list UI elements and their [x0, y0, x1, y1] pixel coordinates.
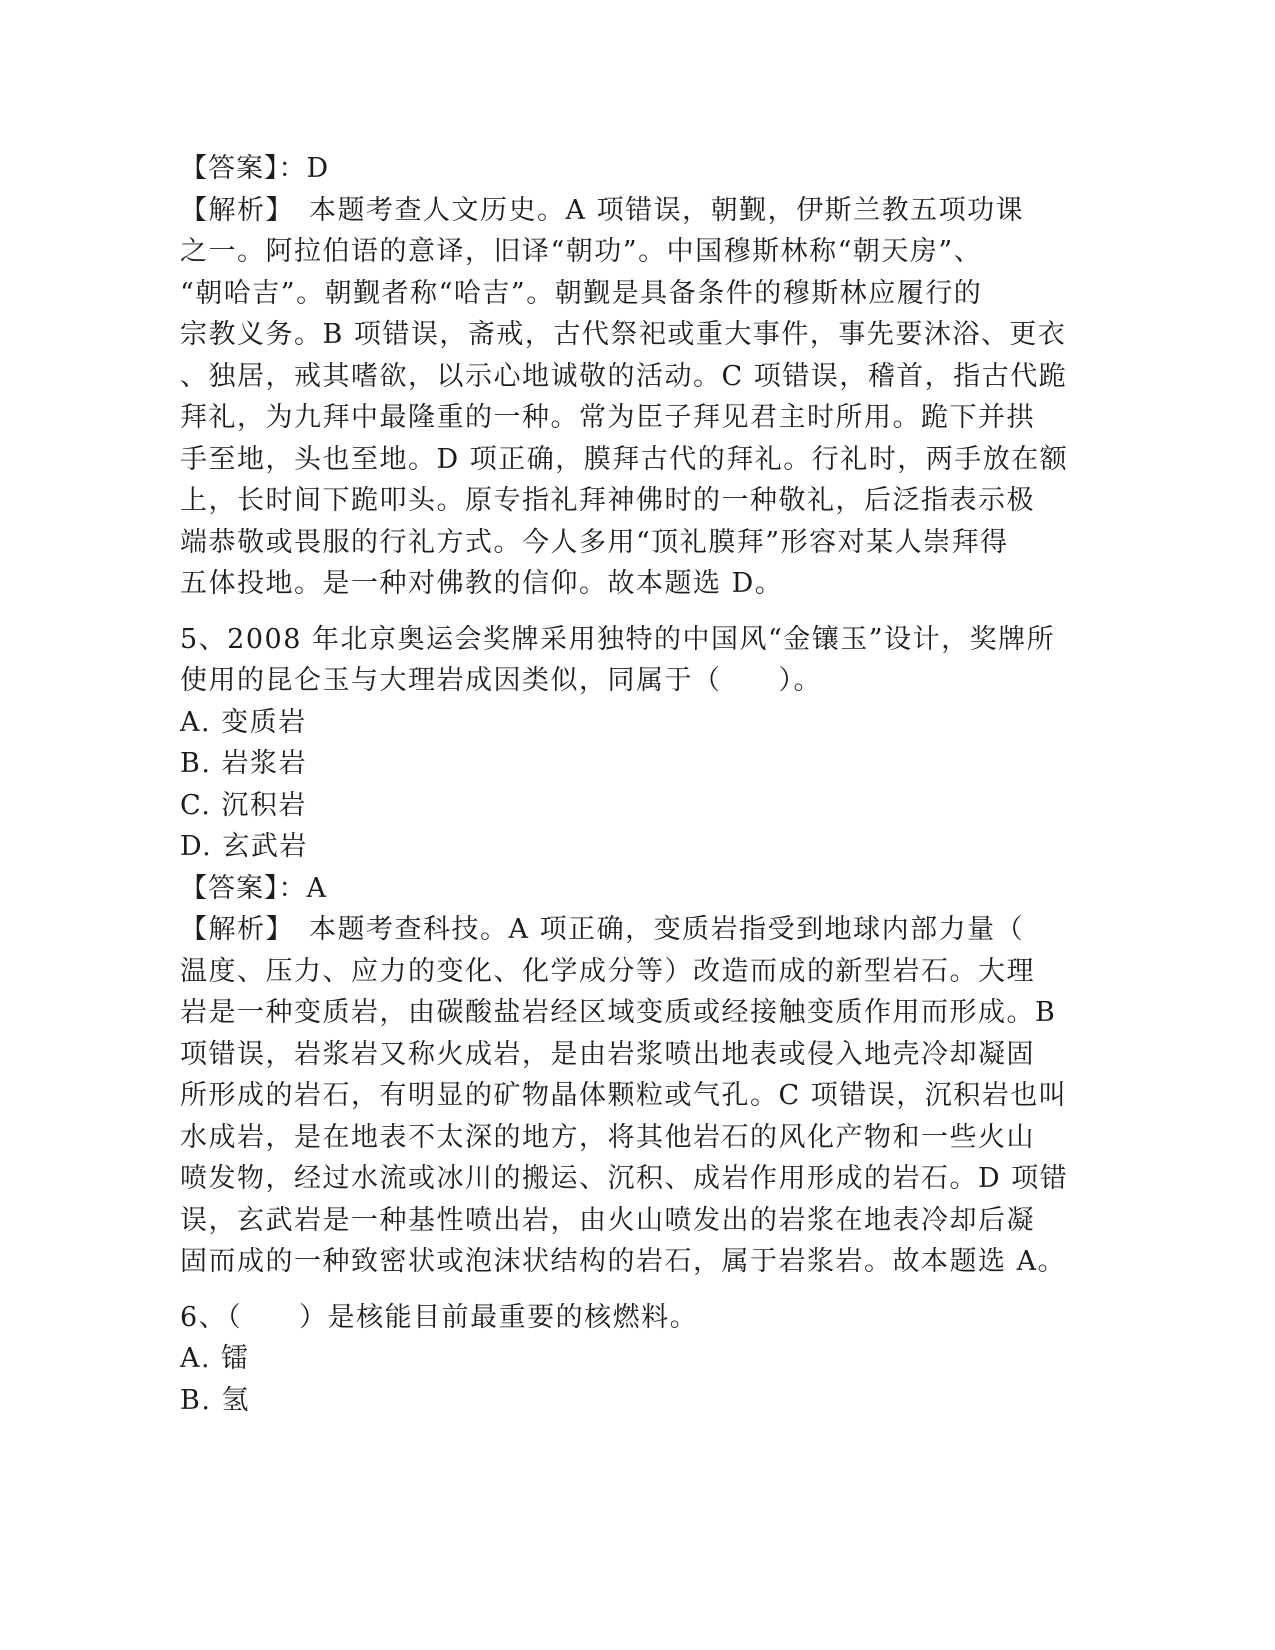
- option-d: D. 玄武岩: [180, 831, 308, 862]
- analysis-line: 【解析】 本题考查人文历史。A 项错误，朝觐，伊斯兰教五项功课: [180, 194, 1025, 226]
- analysis-line: “朝哈吉”。朝觐者称“哈吉”。朝觐是具备条件的穆斯林应履行的: [180, 277, 983, 309]
- analysis-line: 所形成的岩石，有明显的矿物晶体颗粒或气孔。C 项错误，沉积岩也叫: [180, 1080, 1068, 1111]
- question-text: [180, 619, 1060, 702]
- analysis-line: 五体投地。是一种对佛教的信仰。故本题选 D。: [180, 568, 784, 599]
- question-5-block: [180, 619, 1069, 1283]
- answer-label: 【答案】：D: [180, 153, 330, 184]
- question-line: 使用的昆仑玉与大理岩成因类似，同属于（ ）。: [180, 665, 822, 696]
- analysis-paragraph: [180, 909, 1069, 1283]
- analysis-line: 岩是一种变质岩，由碳酸盐岩经区域变质或经接触变质作用而形成。B: [180, 997, 1057, 1028]
- analysis-line: 拜礼，为九拜中最隆重的一种。常为臣子拜见君主时所用。跪下并拱: [180, 402, 1035, 433]
- question-text: [180, 1297, 1060, 1339]
- answer-label: 【答案】：A: [180, 872, 327, 904]
- analysis-line: 、独居，戒其嗜欲，以示心地诚敬的活动。C 项错误，稽首，指古代跪: [180, 360, 1068, 392]
- analysis-line: 水成岩，是在地表不太深的地方，将其他岩石的风化产物和一些火山: [180, 1121, 1035, 1153]
- analysis-line: 温度、压力、应力的变化、化学成分等）改造而成的新型岩石。大理: [180, 955, 1035, 987]
- analysis-line: 端恭敬或畏服的行礼方式。今人多用“顶礼膜拜”形容对某人崇拜得: [180, 526, 1009, 558]
- options-list: [180, 702, 1060, 868]
- analysis-line: 上，长时间下跪叩头。原专指礼拜神佛时的一种敬礼，后泛指表示极: [180, 485, 1035, 516]
- analysis-paragraph: [180, 190, 1069, 605]
- question-6-block: [180, 1297, 1060, 1422]
- analysis-line: 项错误，岩浆岩又称火成岩，是由岩浆喷出地表或侵入地壳冷却凝固: [180, 1038, 1035, 1070]
- question-line: 6、（ ）是核能目前最重要的核燃料。: [180, 1301, 699, 1333]
- document-page: [180, 148, 1069, 1421]
- analysis-line: 误，玄武岩是一种基性喷出岩，由火山喷发出的岩浆在地表冷却后凝: [180, 1204, 1035, 1236]
- options-list: [180, 1338, 1060, 1421]
- question-line: 5、2008 年北京奥运会奖牌采用独特的中国风“金镶玉”设计，奖牌所: [180, 623, 1056, 655]
- option-a: A. 变质岩: [180, 706, 307, 738]
- question-4-block: [180, 148, 1069, 605]
- option-b: B. 氢: [180, 1384, 251, 1416]
- analysis-line: 【解析】 本题考查科技。A 项正确，变质岩指受到地球内部力量（: [180, 914, 1025, 945]
- option-c: C. 沉积岩: [180, 789, 307, 821]
- analysis-line: 喷发物，经过水流或冰川的搬运、沉积、成岩作用形成的岩石。D 项错: [180, 1163, 1069, 1194]
- analysis-line: 固而成的一种致密状或泡沫状结构的岩石，属于岩浆岩。故本题选 A。: [180, 1246, 1067, 1277]
- analysis-line: 之一。阿拉伯语的意译，旧译“朝功”。中国穆斯林称“朝天房”、: [180, 236, 983, 267]
- analysis-line: 宗教义务。B 项错误，斋戒，古代祭祀或重大事件，事先要沐浴、更衣: [180, 319, 1067, 350]
- option-a: A. 镭: [180, 1343, 250, 1374]
- option-b: B. 岩浆岩: [180, 748, 308, 779]
- analysis-line: 手至地，头也至地。D 项正确，膜拜古代的拜礼。行礼时，两手放在额: [180, 443, 1069, 475]
